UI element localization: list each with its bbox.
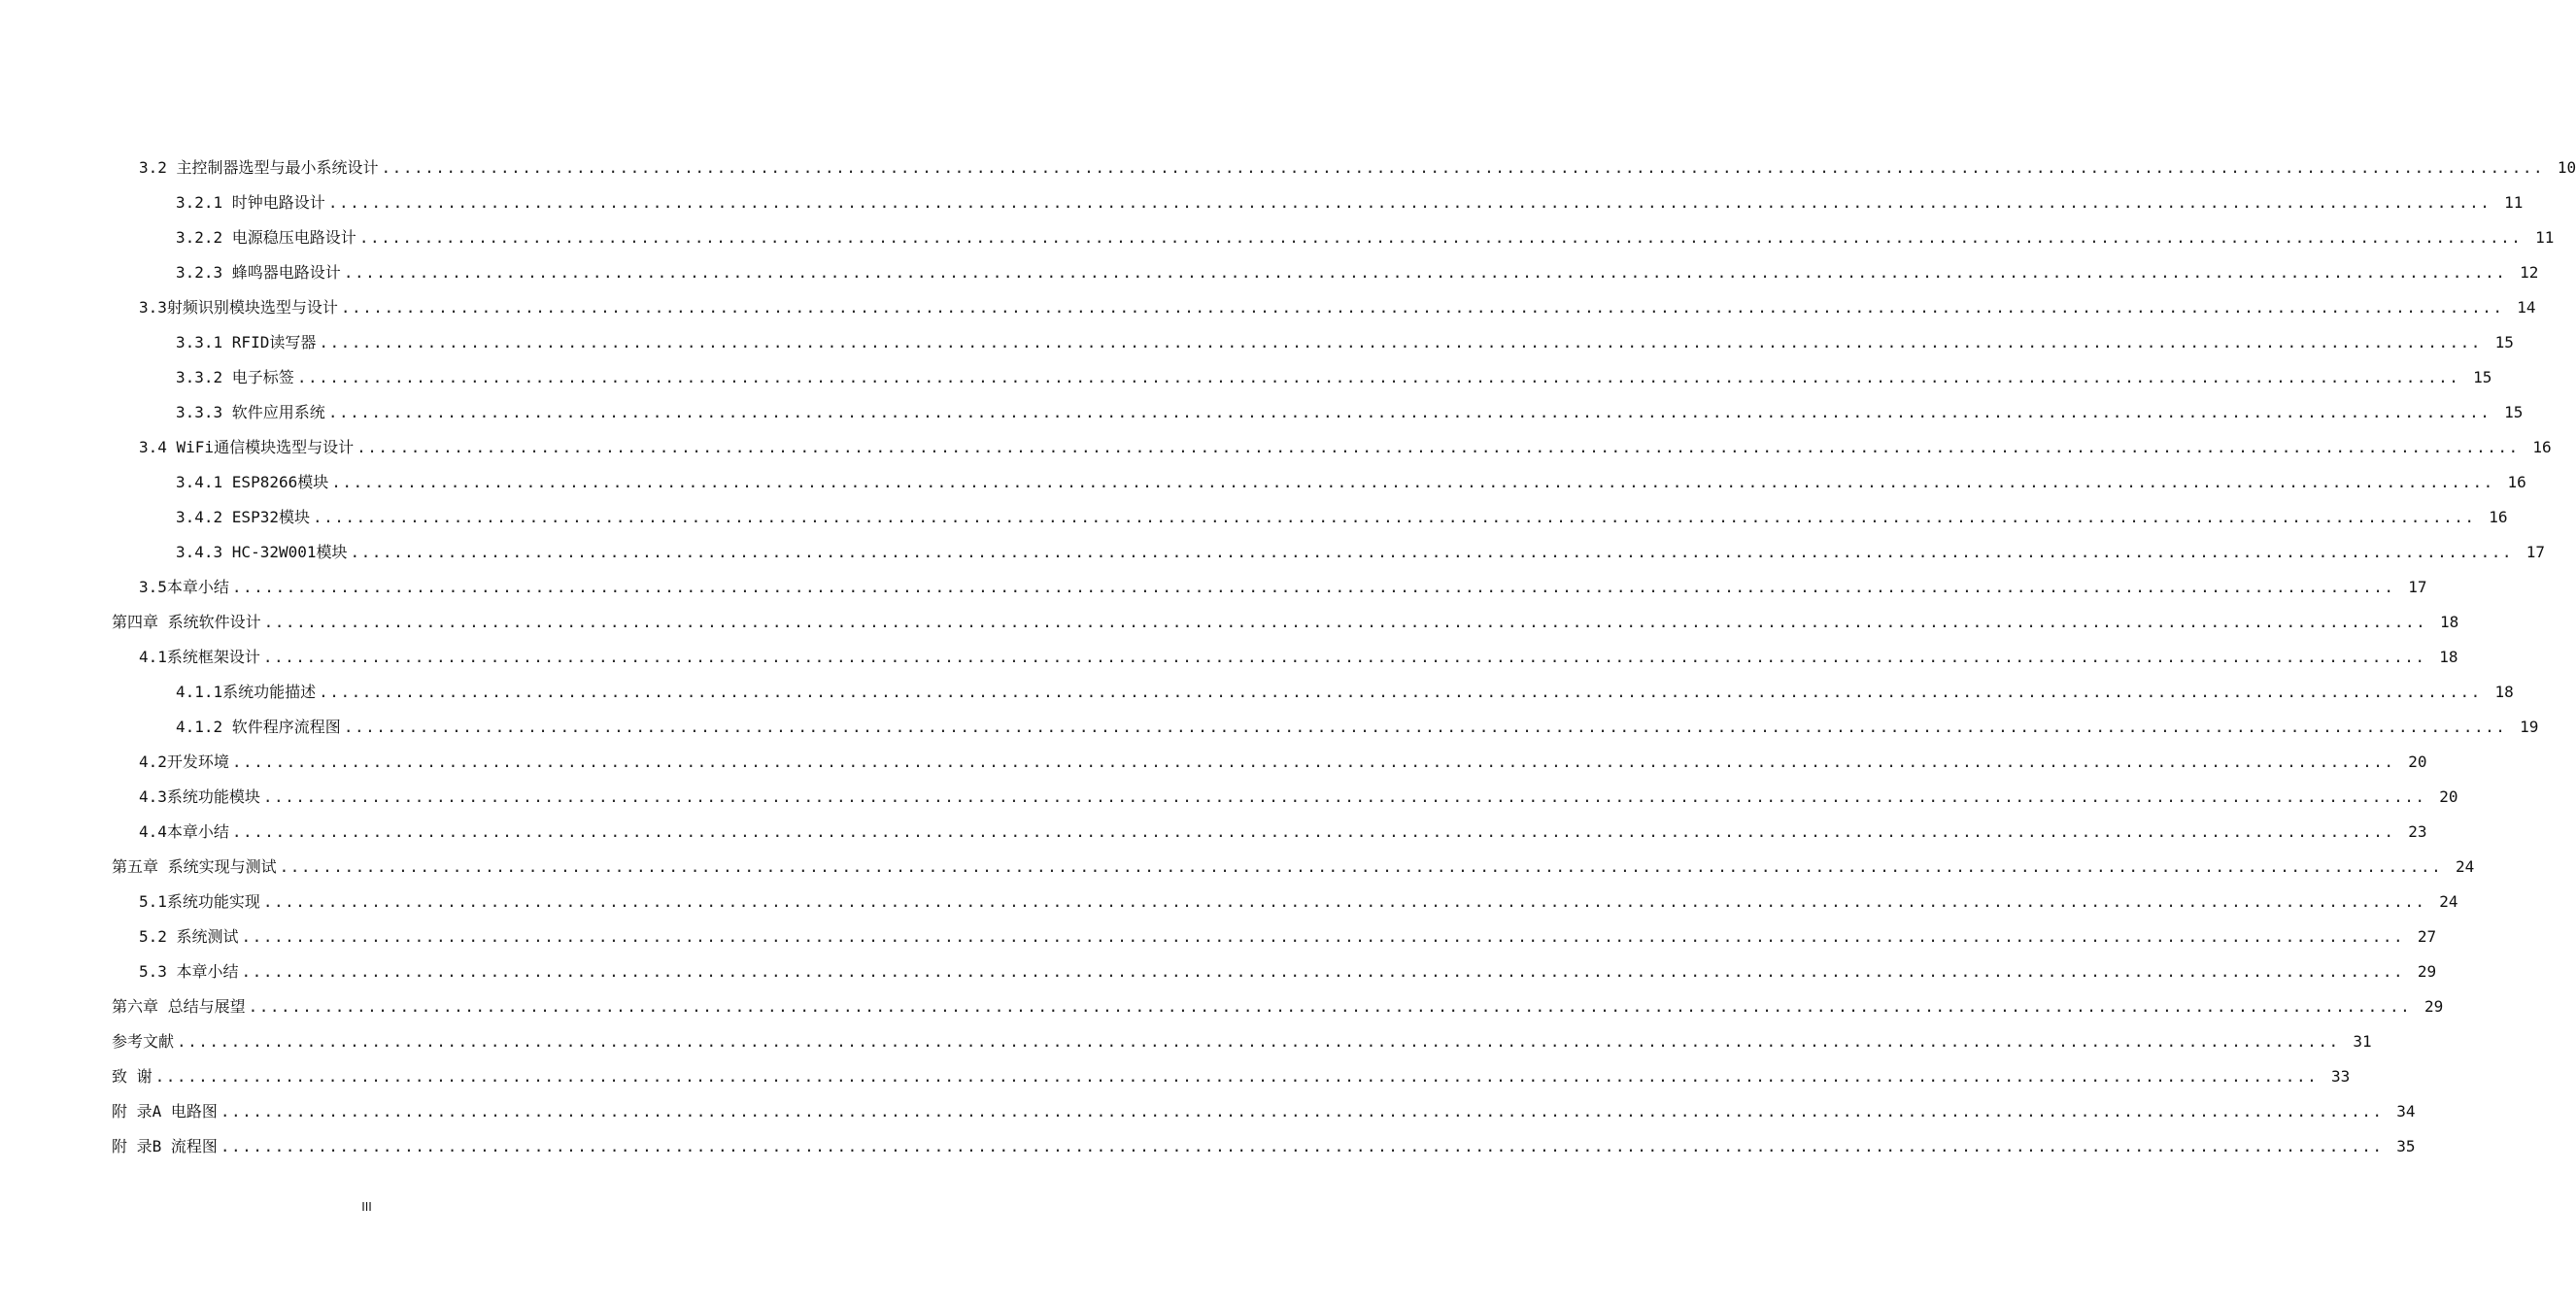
toc-dot-leader: ........................................................................................................................................................................................................ — [231, 578, 2395, 596]
toc-entry[interactable] — [0, 605, 2459, 640]
toc-entry[interactable] — [0, 395, 2524, 430]
toc-entry[interactable] — [0, 255, 2539, 290]
toc-entry-page-number: 12 — [2520, 263, 2539, 282]
table-of-contents — [0, 151, 2576, 1164]
toc-entry[interactable] — [0, 430, 2552, 465]
toc-entry-page-number: 15 — [2473, 368, 2492, 386]
toc-entry-page-number: 19 — [2520, 718, 2539, 736]
toc-dot-leader: ........................................................................................................................................................................................................ — [262, 787, 2426, 806]
toc-entry-title: 4.3系统功能模块 — [139, 787, 260, 806]
toc-entry[interactable] — [0, 920, 2437, 954]
toc-entry-title: 5.3 本章小结 — [139, 962, 239, 981]
toc-dot-leader: ........................................................................................................................................................................................................ — [220, 1137, 2384, 1155]
toc-entry-title: 4.2开发环境 — [139, 753, 229, 771]
toc-entry-page-number: 29 — [2423, 997, 2444, 1016]
toc-entry-page-number: 34 — [2396, 1102, 2416, 1121]
toc-entry-page-number: 16 — [2489, 508, 2508, 526]
toc-dot-leader: ........................................................................................................................................................................................................ — [279, 857, 2443, 876]
toc-entry[interactable] — [0, 780, 2458, 815]
toc-dot-leader: ........................................................................................................................................................................................................ — [296, 368, 2460, 386]
toc-entry-title: 附 录A 电路图 — [112, 1102, 218, 1121]
toc-entry-page-number: 18 — [2439, 648, 2458, 666]
toc-entry-title: 3.3.1 RFID读写器 — [176, 333, 317, 351]
toc-entry-title: 5.1系统功能实现 — [139, 892, 260, 911]
toc-entry-title: 4.1系统框架设计 — [139, 648, 260, 666]
toc-entry[interactable] — [0, 465, 2526, 500]
toc-entry[interactable] — [0, 815, 2427, 850]
toc-dot-leader: ........................................................................................................................................................................................................ — [177, 1032, 2340, 1051]
toc-entry-title: 3.4.2 ESP32模块 — [176, 508, 310, 526]
toc-entry-title: 致 谢 — [112, 1067, 153, 1086]
toc-entry-page-number: 17 — [2525, 543, 2546, 561]
toc-dot-leader: ........................................................................................................................................................................................................ — [312, 508, 2476, 526]
toc-dot-leader: ........................................................................................................................................................................................................ — [319, 683, 2482, 701]
toc-entry-page-number: 11 — [2504, 193, 2524, 212]
toc-entry-title: 第五章 系统实现与测试 — [112, 857, 277, 876]
toc-entry-title: 3.4.3 HC-32W001模块 — [176, 543, 348, 561]
toc-dot-leader: ........................................................................................................................................................................................................ — [231, 753, 2395, 771]
toc-entry[interactable] — [0, 360, 2492, 395]
toc-dot-leader: ........................................................................................................................................................................................................ — [262, 892, 2426, 911]
toc-entry[interactable] — [0, 220, 2555, 255]
toc-entry-page-number: 16 — [2532, 438, 2552, 456]
toc-entry[interactable] — [0, 640, 2458, 675]
toc-entry-title: 3.4.1 ESP8266模块 — [176, 473, 329, 491]
toc-entry[interactable] — [0, 675, 2514, 710]
toc-entry[interactable] — [0, 290, 2536, 325]
toc-entry-page-number: 31 — [2353, 1032, 2372, 1051]
toc-entry-page-number: 17 — [2408, 578, 2427, 596]
toc-entry-page-number: 24 — [2439, 892, 2458, 911]
toc-dot-leader: ........................................................................................................................................................................................................ — [231, 822, 2395, 841]
toc-entry-title: 第四章 系统软件设计 — [112, 613, 261, 631]
toc-entry-page-number: 23 — [2408, 822, 2427, 841]
toc-dot-leader: ........................................................................................................................................................................................................ — [340, 298, 2504, 317]
toc-entry-title: 第六章 总结与展望 — [112, 997, 246, 1016]
toc-entry-page-number: 15 — [2504, 403, 2524, 421]
toc-dot-leader: ........................................................................................................................................................................................................ — [248, 997, 2412, 1016]
toc-dot-leader: ........................................................................................................................................................................................................ — [319, 333, 2482, 351]
toc-entry[interactable] — [0, 500, 2508, 535]
toc-entry[interactable] — [0, 745, 2427, 780]
toc-entry-page-number: 24 — [2455, 857, 2475, 876]
toc-dot-leader: ........................................................................................................................................................................................................ — [241, 962, 2405, 981]
toc-dot-leader: ........................................................................................................................................................................................................ — [241, 927, 2405, 946]
toc-dot-leader: ........................................................................................................................................................................................................ — [356, 438, 2520, 456]
toc-entry-page-number: 35 — [2396, 1137, 2416, 1155]
toc-entry-page-number: 20 — [2408, 753, 2427, 771]
toc-dot-leader: ........................................................................................................................................................................................................ — [154, 1067, 2319, 1086]
toc-entry[interactable] — [0, 570, 2427, 605]
page-number: III — [361, 1200, 372, 1214]
toc-entry[interactable] — [0, 535, 2546, 570]
toc-entry[interactable] — [0, 151, 2576, 185]
toc-dot-leader: ........................................................................................................................................................................................................ — [350, 543, 2514, 561]
toc-entry[interactable] — [0, 1129, 2416, 1164]
toc-entry[interactable] — [0, 1024, 2372, 1059]
toc-entry-title: 3.2.3 蜂鸣器电路设计 — [176, 263, 341, 282]
toc-dot-leader: ........................................................................................................................................................................................................ — [331, 473, 2494, 491]
toc-entry-page-number: 18 — [2494, 683, 2514, 701]
toc-entry-title: 3.3.3 软件应用系统 — [176, 403, 325, 421]
toc-entry-title: 3.5本章小结 — [139, 578, 229, 596]
toc-entry-title: 3.2.2 电源稳压电路设计 — [176, 228, 356, 247]
toc-dot-leader: ........................................................................................................................................................................................................ — [381, 158, 2545, 177]
toc-entry-title: 参考文献 — [112, 1032, 175, 1051]
toc-entry-title: 4.1.1系统功能描述 — [176, 683, 317, 701]
toc-entry-page-number: 15 — [2494, 333, 2514, 351]
toc-entry-page-number: 18 — [2439, 613, 2459, 631]
toc-entry[interactable] — [0, 325, 2514, 360]
toc-entry[interactable] — [0, 954, 2437, 989]
toc-entry-title: 4.1.2 软件程序流程图 — [176, 718, 341, 736]
toc-entry[interactable] — [0, 710, 2539, 745]
toc-entry-page-number: 14 — [2517, 298, 2536, 317]
toc-entry[interactable] — [0, 1059, 2351, 1094]
toc-dot-leader: ........................................................................................................................................................................................................ — [343, 718, 2507, 736]
toc-dot-leader: ........................................................................................................................................................................................................ — [358, 228, 2523, 247]
toc-entry-title: 附 录B 流程图 — [112, 1137, 218, 1155]
toc-entry-page-number: 10 — [2557, 158, 2576, 177]
toc-entry[interactable] — [0, 850, 2475, 885]
toc-entry-title: 5.2 系统测试 — [139, 927, 239, 946]
toc-entry-page-number: 27 — [2417, 927, 2437, 946]
toc-entry-title: 3.3射频识别模块选型与设计 — [139, 298, 338, 317]
toc-entry-page-number: 11 — [2535, 228, 2555, 247]
toc-entry[interactable] — [0, 885, 2458, 920]
toc-entry[interactable] — [0, 989, 2444, 1024]
toc-entry-title: 3.2.1 时钟电路设计 — [176, 193, 325, 212]
toc-dot-leader: ........................................................................................................................................................................................................ — [263, 613, 2427, 631]
toc-dot-leader: ........................................................................................................................................................................................................ — [220, 1102, 2384, 1121]
toc-dot-leader: ........................................................................................................................................................................................................ — [327, 403, 2491, 421]
toc-dot-leader: ........................................................................................................................................................................................................ — [262, 648, 2426, 666]
toc-entry-page-number: 16 — [2507, 473, 2526, 491]
toc-entry-page-number: 33 — [2330, 1067, 2351, 1086]
toc-entry-title: 3.4 WiFi通信模块选型与设计 — [139, 438, 355, 456]
toc-dot-leader: ........................................................................................................................................................................................................ — [343, 263, 2507, 282]
toc-entry-title: 4.4本章小结 — [139, 822, 229, 841]
toc-dot-leader: ........................................................................................................................................................................................................ — [327, 193, 2491, 212]
toc-entry-title: 3.3.2 电子标签 — [176, 368, 294, 386]
toc-entry[interactable] — [0, 1094, 2416, 1129]
toc-entry-title: 3.2 主控制器选型与最小系统设计 — [139, 158, 379, 177]
toc-entry-page-number: 20 — [2439, 787, 2458, 806]
toc-entry-page-number: 29 — [2417, 962, 2437, 981]
toc-entry[interactable] — [0, 185, 2524, 220]
